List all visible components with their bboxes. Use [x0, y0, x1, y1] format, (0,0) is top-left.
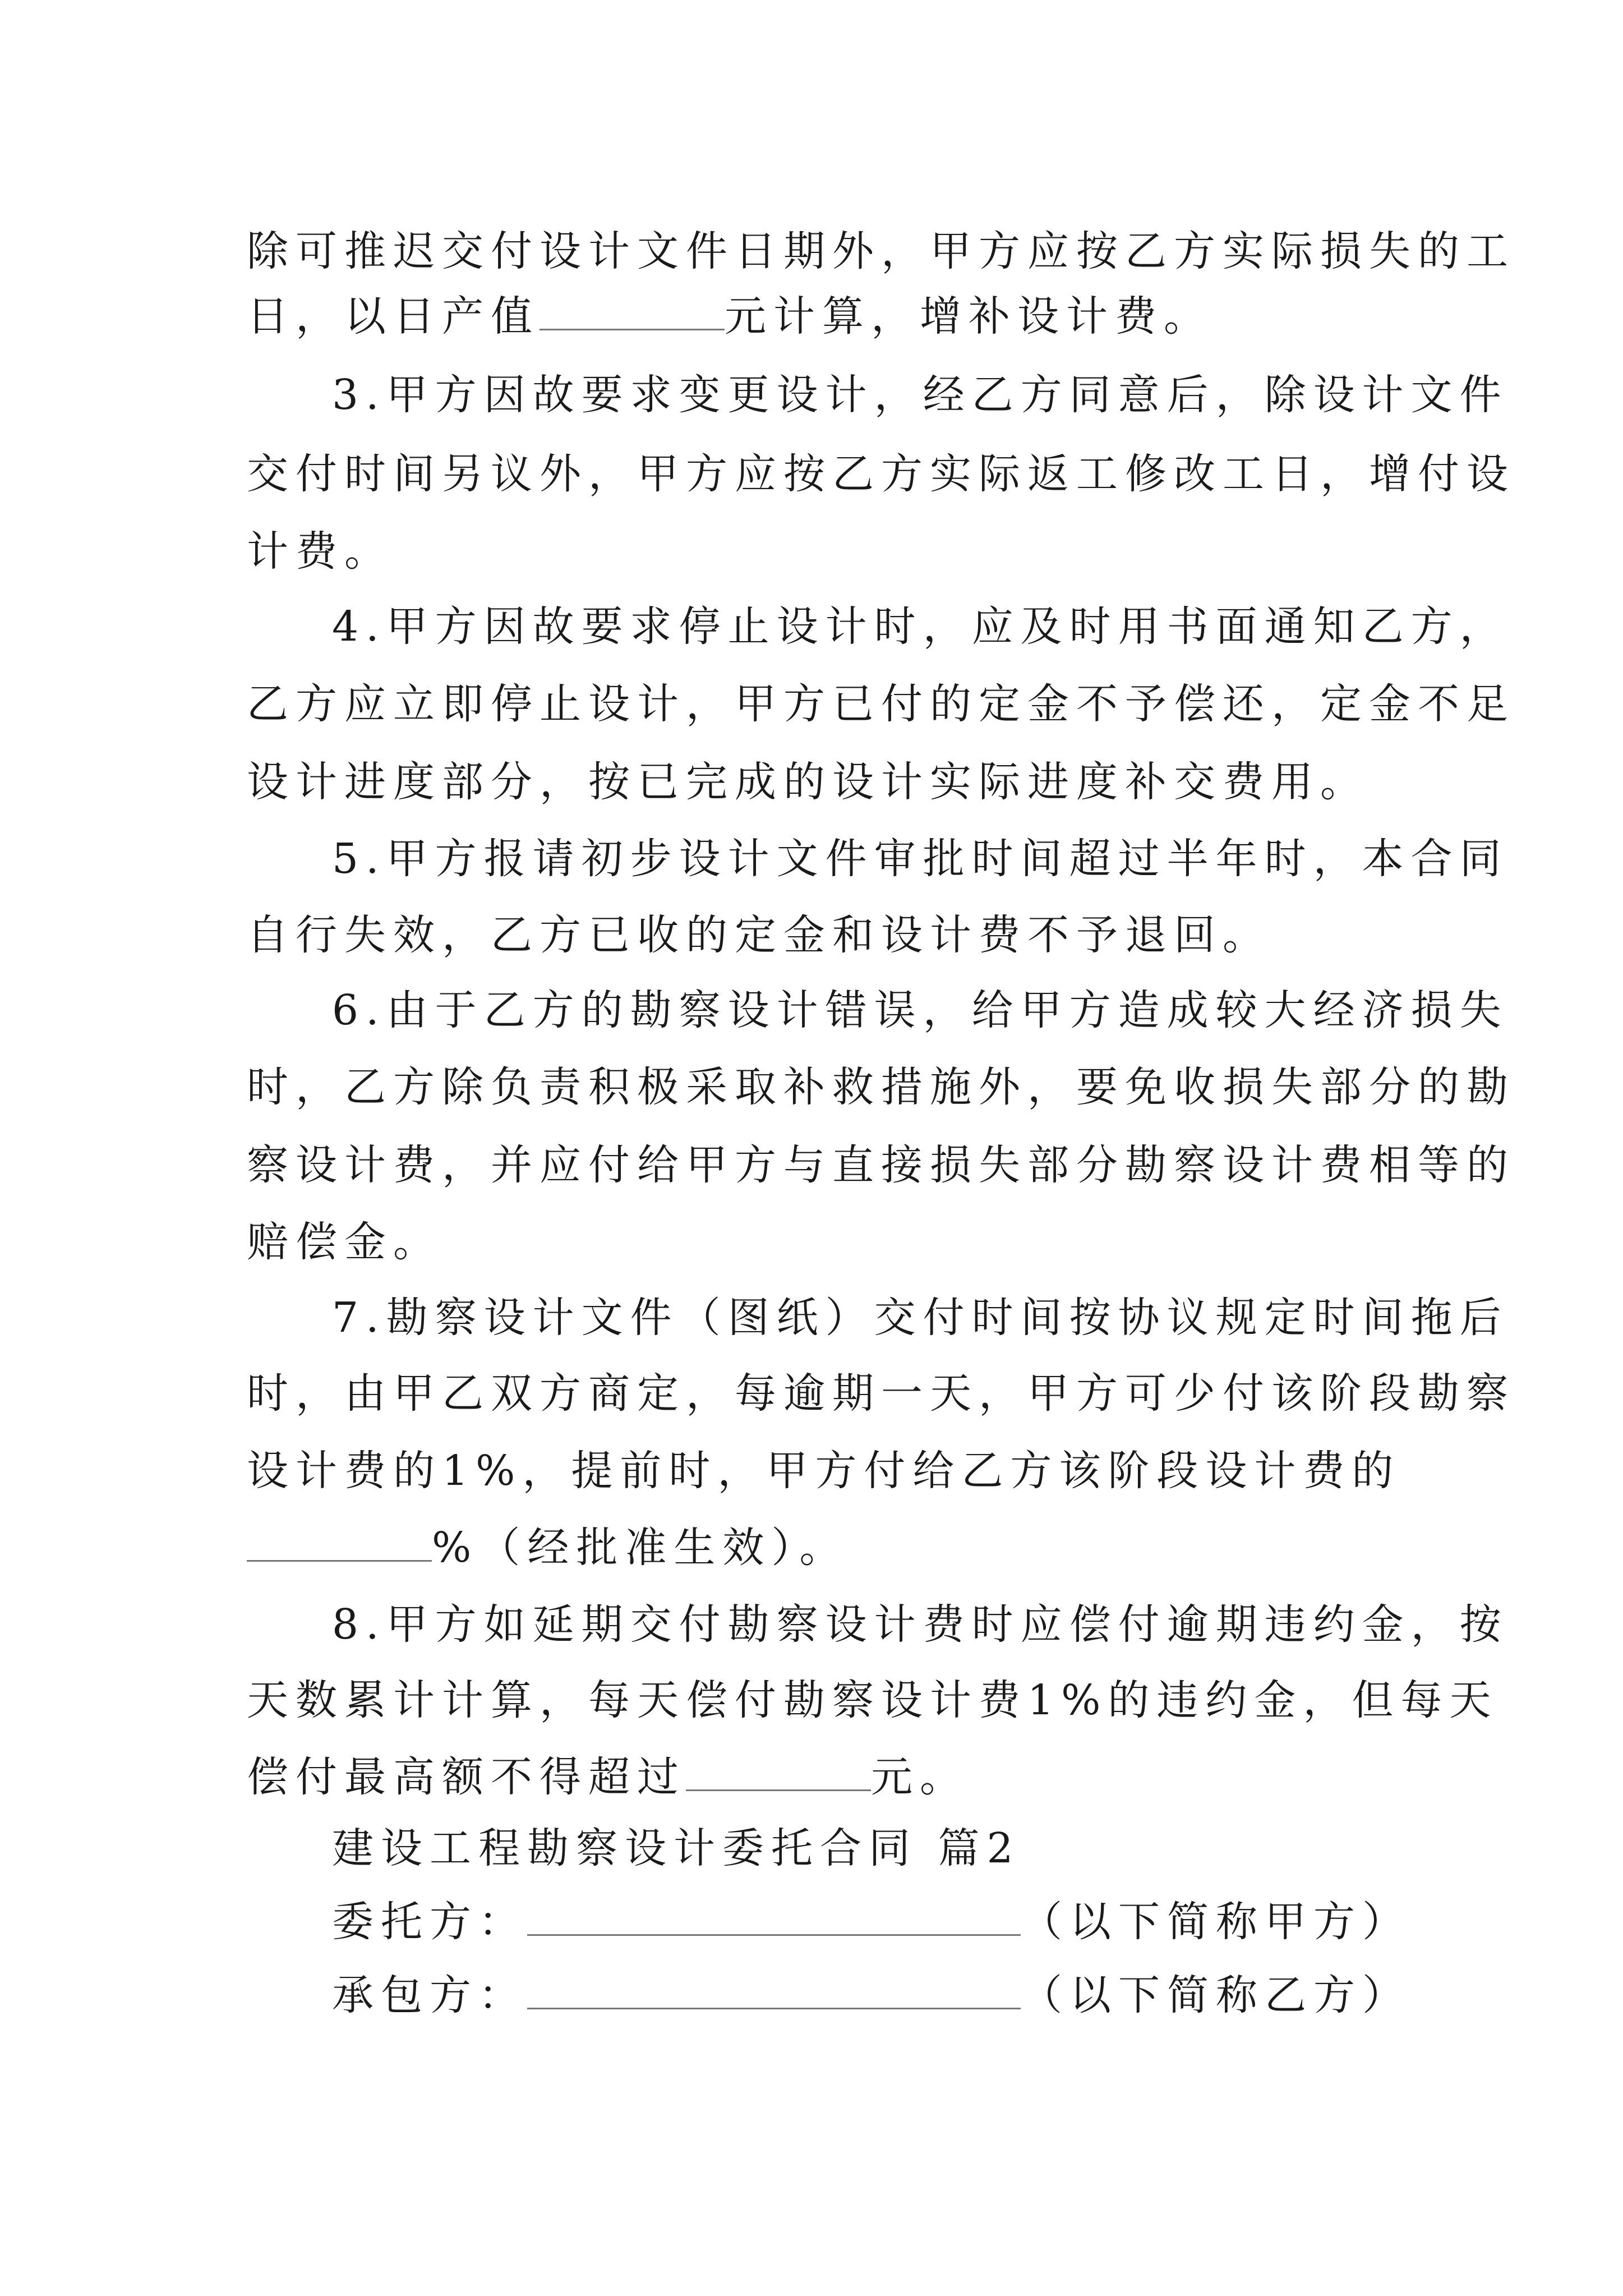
text-line: 设计进度部分，按已完成的设计实际进度补交费用。	[247, 758, 1369, 806]
text-line: 除可推迟交付设计文件日期外，甲方应按乙方实际损失的工	[247, 227, 1515, 275]
client-party-line	[332, 1895, 1411, 1949]
clause-6-heading-line: 6.由于乙方的勘察设计错误，给甲方造成较大经济损失	[332, 986, 1509, 1034]
client-alias: （以下简称甲方）	[1021, 1898, 1411, 1946]
clause-7-heading-line: 7.勘察设计文件（图纸）交付时间按协议规定时间拖后	[332, 1294, 1509, 1342]
label-contractor: 承包方：	[332, 1971, 527, 2019]
contractor-alias: （以下简称乙方）	[1021, 1971, 1411, 2019]
text-line-with-blank	[247, 289, 1212, 343]
text-line: 乙方应立即停止设计，甲方已付的定金不予偿还，定金不足	[247, 680, 1515, 728]
fill-in-blank-max-amount	[686, 1756, 871, 1791]
text-line: 察设计费，并应付给甲方与直接损失部分勘察设计费相等的	[247, 1141, 1515, 1189]
text-segment: 元。	[871, 1753, 969, 1801]
fill-in-blank-contractor	[527, 1974, 1021, 2009]
clause-5-heading-line: 5.甲方报请初步设计文件审批时间超过半年时，本合同	[332, 835, 1509, 883]
label-client: 委托方：	[332, 1898, 527, 1946]
text-line: 赔偿金。	[247, 1218, 442, 1266]
text-segment: %（经批准生效）。	[432, 1524, 849, 1572]
fill-in-blank-client	[527, 1901, 1021, 1936]
text-segment: 日，以日产值	[247, 292, 540, 341]
text-line: 天数累计计算，每天偿付勘察设计费1%的违约金，但每天	[247, 1676, 1498, 1724]
text-line-with-blank	[247, 1521, 848, 1575]
clause-3-heading-line: 3.甲方因故要求变更设计，经乙方同意后，除设计文件	[332, 371, 1509, 419]
text-line: 设计费的1%，提前时，甲方付给乙方该阶段设计费的	[247, 1447, 1401, 1495]
text-line: 时，由甲乙双方商定，每逾期一天，甲方可少付该阶段勘察	[247, 1369, 1515, 1418]
text-line: 计费。	[247, 527, 393, 576]
fill-in-blank-percentage	[247, 1526, 432, 1562]
text-line: 交付时间另议外，甲方应按乙方实际返工修改工日，增付设	[247, 450, 1515, 498]
text-line: 时，乙方除负责积极采取补救措施外，要免收损失部分的勘	[247, 1063, 1515, 1111]
section-title: 建设工程勘察设计委托合同 篇2	[332, 1824, 1021, 1872]
text-line: 自行失效，乙方已收的定金和设计费不予退回。	[247, 911, 1271, 959]
text-segment: 偿付最高额不得超过	[247, 1753, 686, 1801]
clause-8-heading-line: 8.甲方如延期交付勘察设计费时应偿付逾期违约金，按	[332, 1600, 1509, 1649]
contractor-party-line	[332, 1968, 1411, 2022]
clause-4-heading-line: 4.甲方因故要求停止设计时，应及时用书面通知乙方，	[332, 602, 1509, 651]
fill-in-blank-daily-output	[540, 295, 725, 330]
text-line-with-blank	[247, 1750, 969, 1804]
text-segment: 元计算，增补设计费。	[725, 292, 1212, 341]
